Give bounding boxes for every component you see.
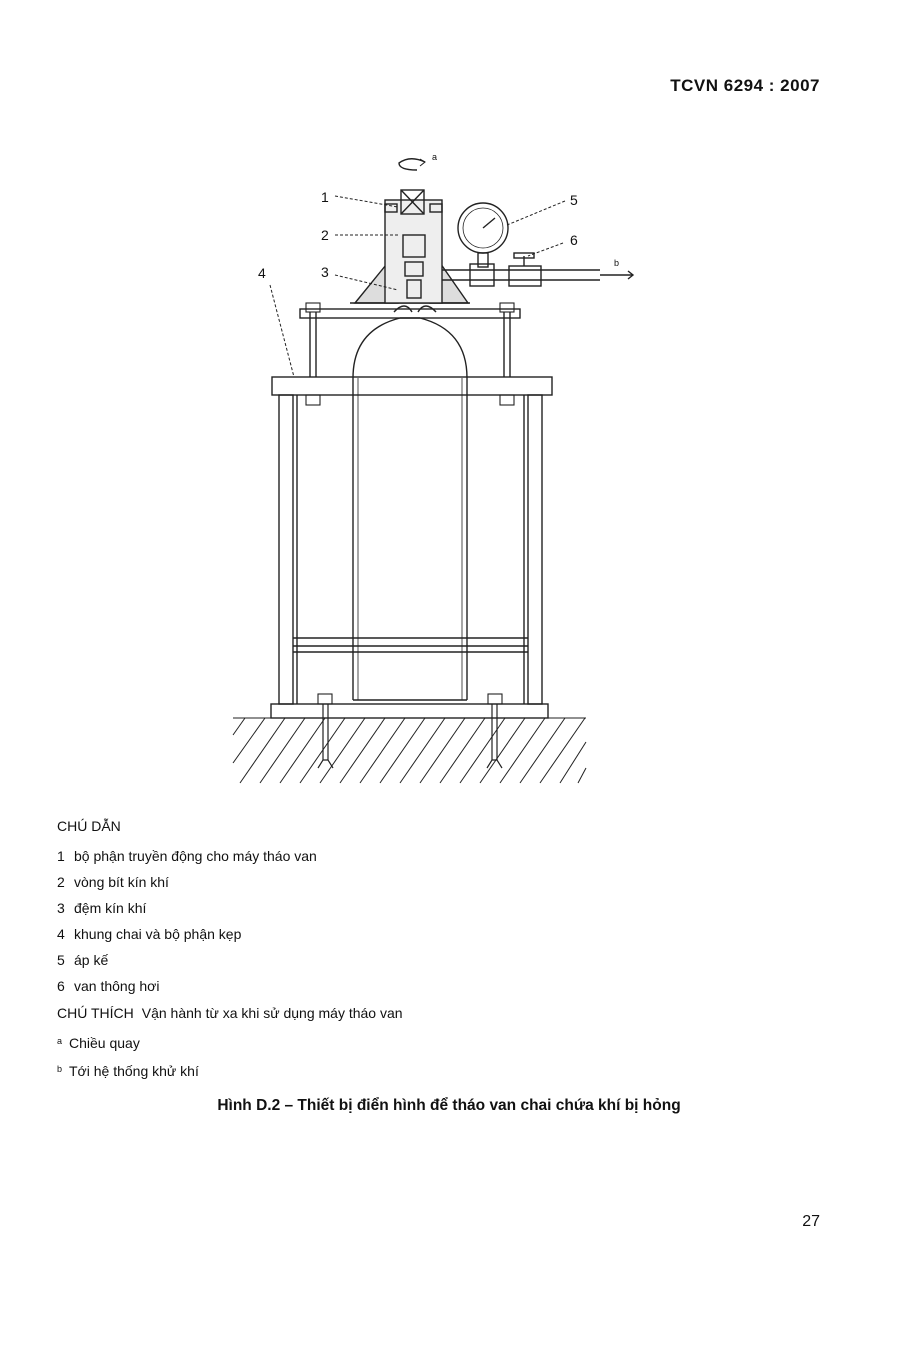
base-plate [271,704,548,718]
footnote-mark: b [57,1064,63,1074]
figure-caption: Hình D.2 – Thiết bị điển hình để tháo van chai chứa khí bị hỏng [217,1097,681,1114]
legend-item-text: vòng bít kín khí [74,874,169,890]
footnote-text: Tới hệ thống khử khí [69,1063,199,1079]
legend-item [57,843,757,869]
pressure-gauge [458,203,508,267]
frame-nuts [306,303,514,704]
valve-removal-head [385,190,442,312]
footnote [57,1055,757,1083]
legend-item [57,921,757,947]
legend-item-number: 2 [57,874,65,890]
legend-item-text: khung chai và bộ phận kẹp [74,926,242,942]
note-label: CHÚ THÍCH [57,1005,134,1021]
legend-item-number: 6 [57,978,65,994]
legend-item [57,947,757,973]
callout-4: 4 [258,265,266,281]
legend-title: CHÚ DẪN [57,818,121,834]
legend-item [57,869,757,895]
footnote-mark-a: a [432,152,438,162]
footnote-mark: a [57,1036,63,1046]
footnote [57,1027,757,1055]
footnote-text: Chiều quay [69,1035,140,1051]
legend-item-text: áp kế [74,952,109,968]
legend-item-text: đệm kín khí [74,900,147,916]
vent-pipe [442,253,633,286]
tie-rods [300,309,520,377]
legend-item-number: 4 [57,926,65,942]
legend-item-number: 3 [57,900,65,916]
ground-hatching [233,718,586,783]
callout-5: 5 [570,192,578,208]
legend-item-number: 5 [57,952,65,968]
callout-6: 6 [570,232,578,248]
legend-item [57,895,757,921]
callout-2: 2 [321,227,329,243]
clamp-bar [293,638,528,652]
legend-item [57,973,757,999]
legend-item-number: 1 [57,848,65,864]
callout-3: 3 [321,264,329,280]
anchor-bolts [318,704,502,768]
valve-removal-apparatus-drawing [225,150,620,795]
legend [57,818,757,1083]
footnote-mark-b: b [614,258,620,268]
gas-cylinder [353,318,467,700]
legend-item-text: van thông hơi [74,978,160,994]
page-number: 27 [802,1213,820,1230]
note [57,999,757,1027]
legend-item-text: bộ phận truyền động cho máy tháo van [74,848,317,864]
note-text: Vận hành từ xa khi sử dụng máy tháo van [141,1005,403,1021]
frame-crossbar [272,377,552,395]
frame-posts [279,395,542,704]
callout-1: 1 [321,189,329,205]
standard-code: TCVN 6294 : 2007 [670,76,820,95]
rotation-arrow [399,159,425,170]
